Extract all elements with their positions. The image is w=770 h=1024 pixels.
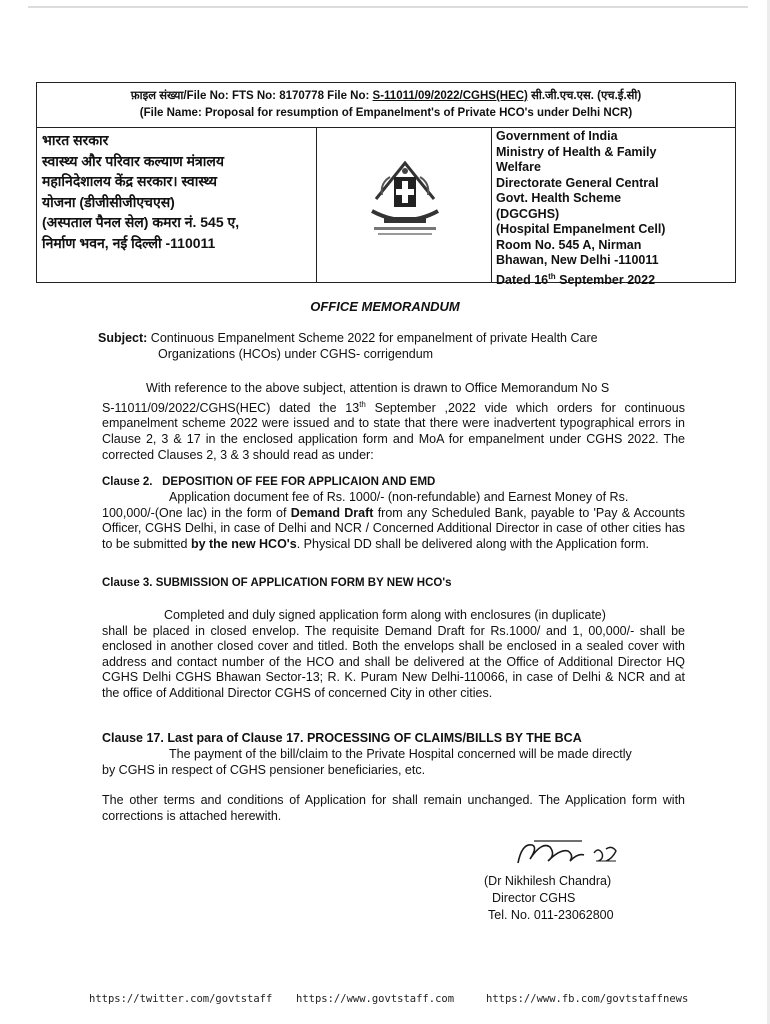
english-line: Ministry of Health & Family [496, 144, 657, 159]
file-number-box [36, 82, 736, 128]
intro-paragraph [102, 381, 685, 463]
intro-lead: With reference to the above subject, attention is drawn to Office Memorandum No S [146, 381, 610, 395]
file-number-prefix: फ़ाइल संख्या/File No: FTS No: 8170778 File No: [130, 90, 373, 102]
clause3-body [102, 608, 685, 702]
subject-label: Subject: [98, 331, 148, 345]
logo-cell [317, 127, 492, 282]
date-sup: th [548, 271, 556, 281]
clause2-title: DEPOSITION OF FEE FOR APPLICAION AND EMD [162, 476, 436, 488]
footer-facebook-link[interactable]: https://www.fb.com/govtstaffnews [486, 993, 689, 1005]
clause2-text [102, 506, 685, 553]
subject-text-1: Continuous Empanelment Scheme 2022 for empanelment of private Health Care [147, 331, 598, 345]
memo-title: OFFICE MEMORANDUM [310, 299, 460, 314]
english-line: Bhawan, New Delhi -110011 [496, 253, 659, 267]
closing-paragraph: The other terms and conditions of Application for shall remain unchanged. The Application form with corrections is attached herewith. [102, 793, 685, 823]
clause17-body [102, 747, 685, 778]
clause17-text: by CGHS in respect of CGHS pensioner beneficiaries, etc. [102, 762, 426, 777]
clause2-new-hco: by the new HCO's [190, 536, 297, 551]
english-line: Government of India [496, 129, 618, 143]
hindi-line: महानिदेशालय केंद्र सरकार। स्वास्थ्य [42, 173, 218, 189]
english-line: (Hospital Empanelment Cell) [496, 222, 666, 236]
footer-website-link[interactable]: https://www.govtstaff.com [296, 993, 455, 1005]
signatory-name: (Dr Nikhilesh Chandra) [484, 874, 612, 888]
date-pre: Dated 16 [496, 272, 549, 287]
file-name: (File Name: Proposal for resumption of Empanelment's of Private HCO's under Delhi NCR) [139, 107, 633, 119]
date-post: September 2022 [555, 272, 656, 287]
english-line: (DGCGHS) [496, 206, 560, 221]
hindi-line: भारत सरकार [42, 132, 109, 148]
hindi-line: निर्माण भवन, नई दिल्ली -110011 [42, 234, 216, 251]
cghs-emblem-logo [360, 155, 450, 241]
handwritten-signature [512, 833, 622, 873]
intro-sup: th [359, 399, 366, 409]
clause2-t1: 100,000/-(One lac) in the form of [102, 505, 291, 520]
hindi-line: योजना (डीजीसीजीएचएस) [42, 193, 175, 210]
clause3-text: shall be placed in closed envelop. The requisite Demand Draft for Rs.1000/ and 1, 00,000/- shall be enclosed in another closed cover and titled. Both the envelops shall be enclosed in a sealed cover with address and contact number of the HCO and shall be delivered at the Office of Additional Director HQ CGHS Delhi CGHS Bhawan Sector-13; R. K. Puram New Delhi-110066, in case of Delhi & NCR and at the office of Additional Director CGHS of concerned City in other cities. [102, 623, 685, 700]
hindi-line: स्वास्थ्य और परिवार कल्याण मंत्रालय [42, 152, 224, 169]
letterhead-english [492, 127, 736, 287]
file-number-line [37, 88, 735, 105]
date-line [496, 269, 736, 289]
intro-rest: September ,2022 vide which orders for continuous empanelment scheme 2022 were issued and to state that there were inadvertent typographical errors in Clause 2, 3 & 17 in the enclosed application form and MoA for empanelment under CGHS 2022. The corrected Clauses 2, 3 & 3 should read as under: [102, 400, 685, 462]
signatory-phone: Tel. No. 011-23062800 [488, 908, 614, 922]
footer-twitter-link[interactable]: https://twitter.com/govtstaff [89, 993, 273, 1005]
clause3-heading: Clause 3. SUBMISSION OF APPLICATION FORM BY NEW HCO's [102, 577, 452, 589]
clause2-label: Clause 2. [102, 476, 153, 488]
clause2-t3: . Physical DD shall be delivered along with the Application form. [296, 536, 649, 551]
file-number-hindi: सी.जी.एच.एस. (एच.ई.सी) [527, 90, 642, 102]
subject-line-1 [98, 331, 678, 347]
signatory-block [484, 873, 614, 924]
clause2-t2: from any Scheduled Bank, payable to 'Pay & Accounts Officer, CGHS Delhi, in case of Delhi and NCR / Concerned Additional Director in case of other cities has to be submitted [102, 505, 685, 551]
clause3-lead: Completed and duly signed application form along with enclosures (in duplicate) [164, 608, 606, 622]
signatory-designation: Director CGHS [492, 891, 576, 905]
clause2-heading [102, 476, 435, 488]
english-line: Directorate General Central [496, 175, 659, 190]
clause17-heading: Clause 17. Last para of Clause 17. PROCESSING OF CLAIMS/BILLS BY THE BCA [102, 731, 582, 745]
intro-body [102, 397, 685, 464]
english-line: Room No. 545 A, Nirman [496, 237, 642, 252]
english-line: Welfare [496, 160, 541, 174]
clause17-lead: The payment of the bill/claim to the Private Hospital concerned will be made directly [169, 747, 632, 761]
subject [98, 331, 678, 362]
intro-pre: S-11011/09/2022/CGHS(HEC) dated the 13 [102, 400, 360, 415]
hindi-line: (अस्पताल पैनल सेल) कमरा नं. 545 ए, [42, 214, 240, 230]
letterhead-hindi [37, 127, 317, 282]
clause2-body [102, 490, 685, 552]
clause2-lead: Application document fee of Rs. 1000/- (non-refundable) and Earnest Money of Rs. [169, 490, 629, 504]
english-line: Govt. Health Scheme [496, 191, 622, 205]
letterhead [36, 127, 736, 287]
subject-text-2: Organizations (HCOs) under CGHS- corrigendum [158, 346, 434, 361]
file-number: S-11011/09/2022/CGHS(HEC) [372, 90, 528, 102]
clause2-demand-draft: Demand Draft [290, 505, 374, 520]
